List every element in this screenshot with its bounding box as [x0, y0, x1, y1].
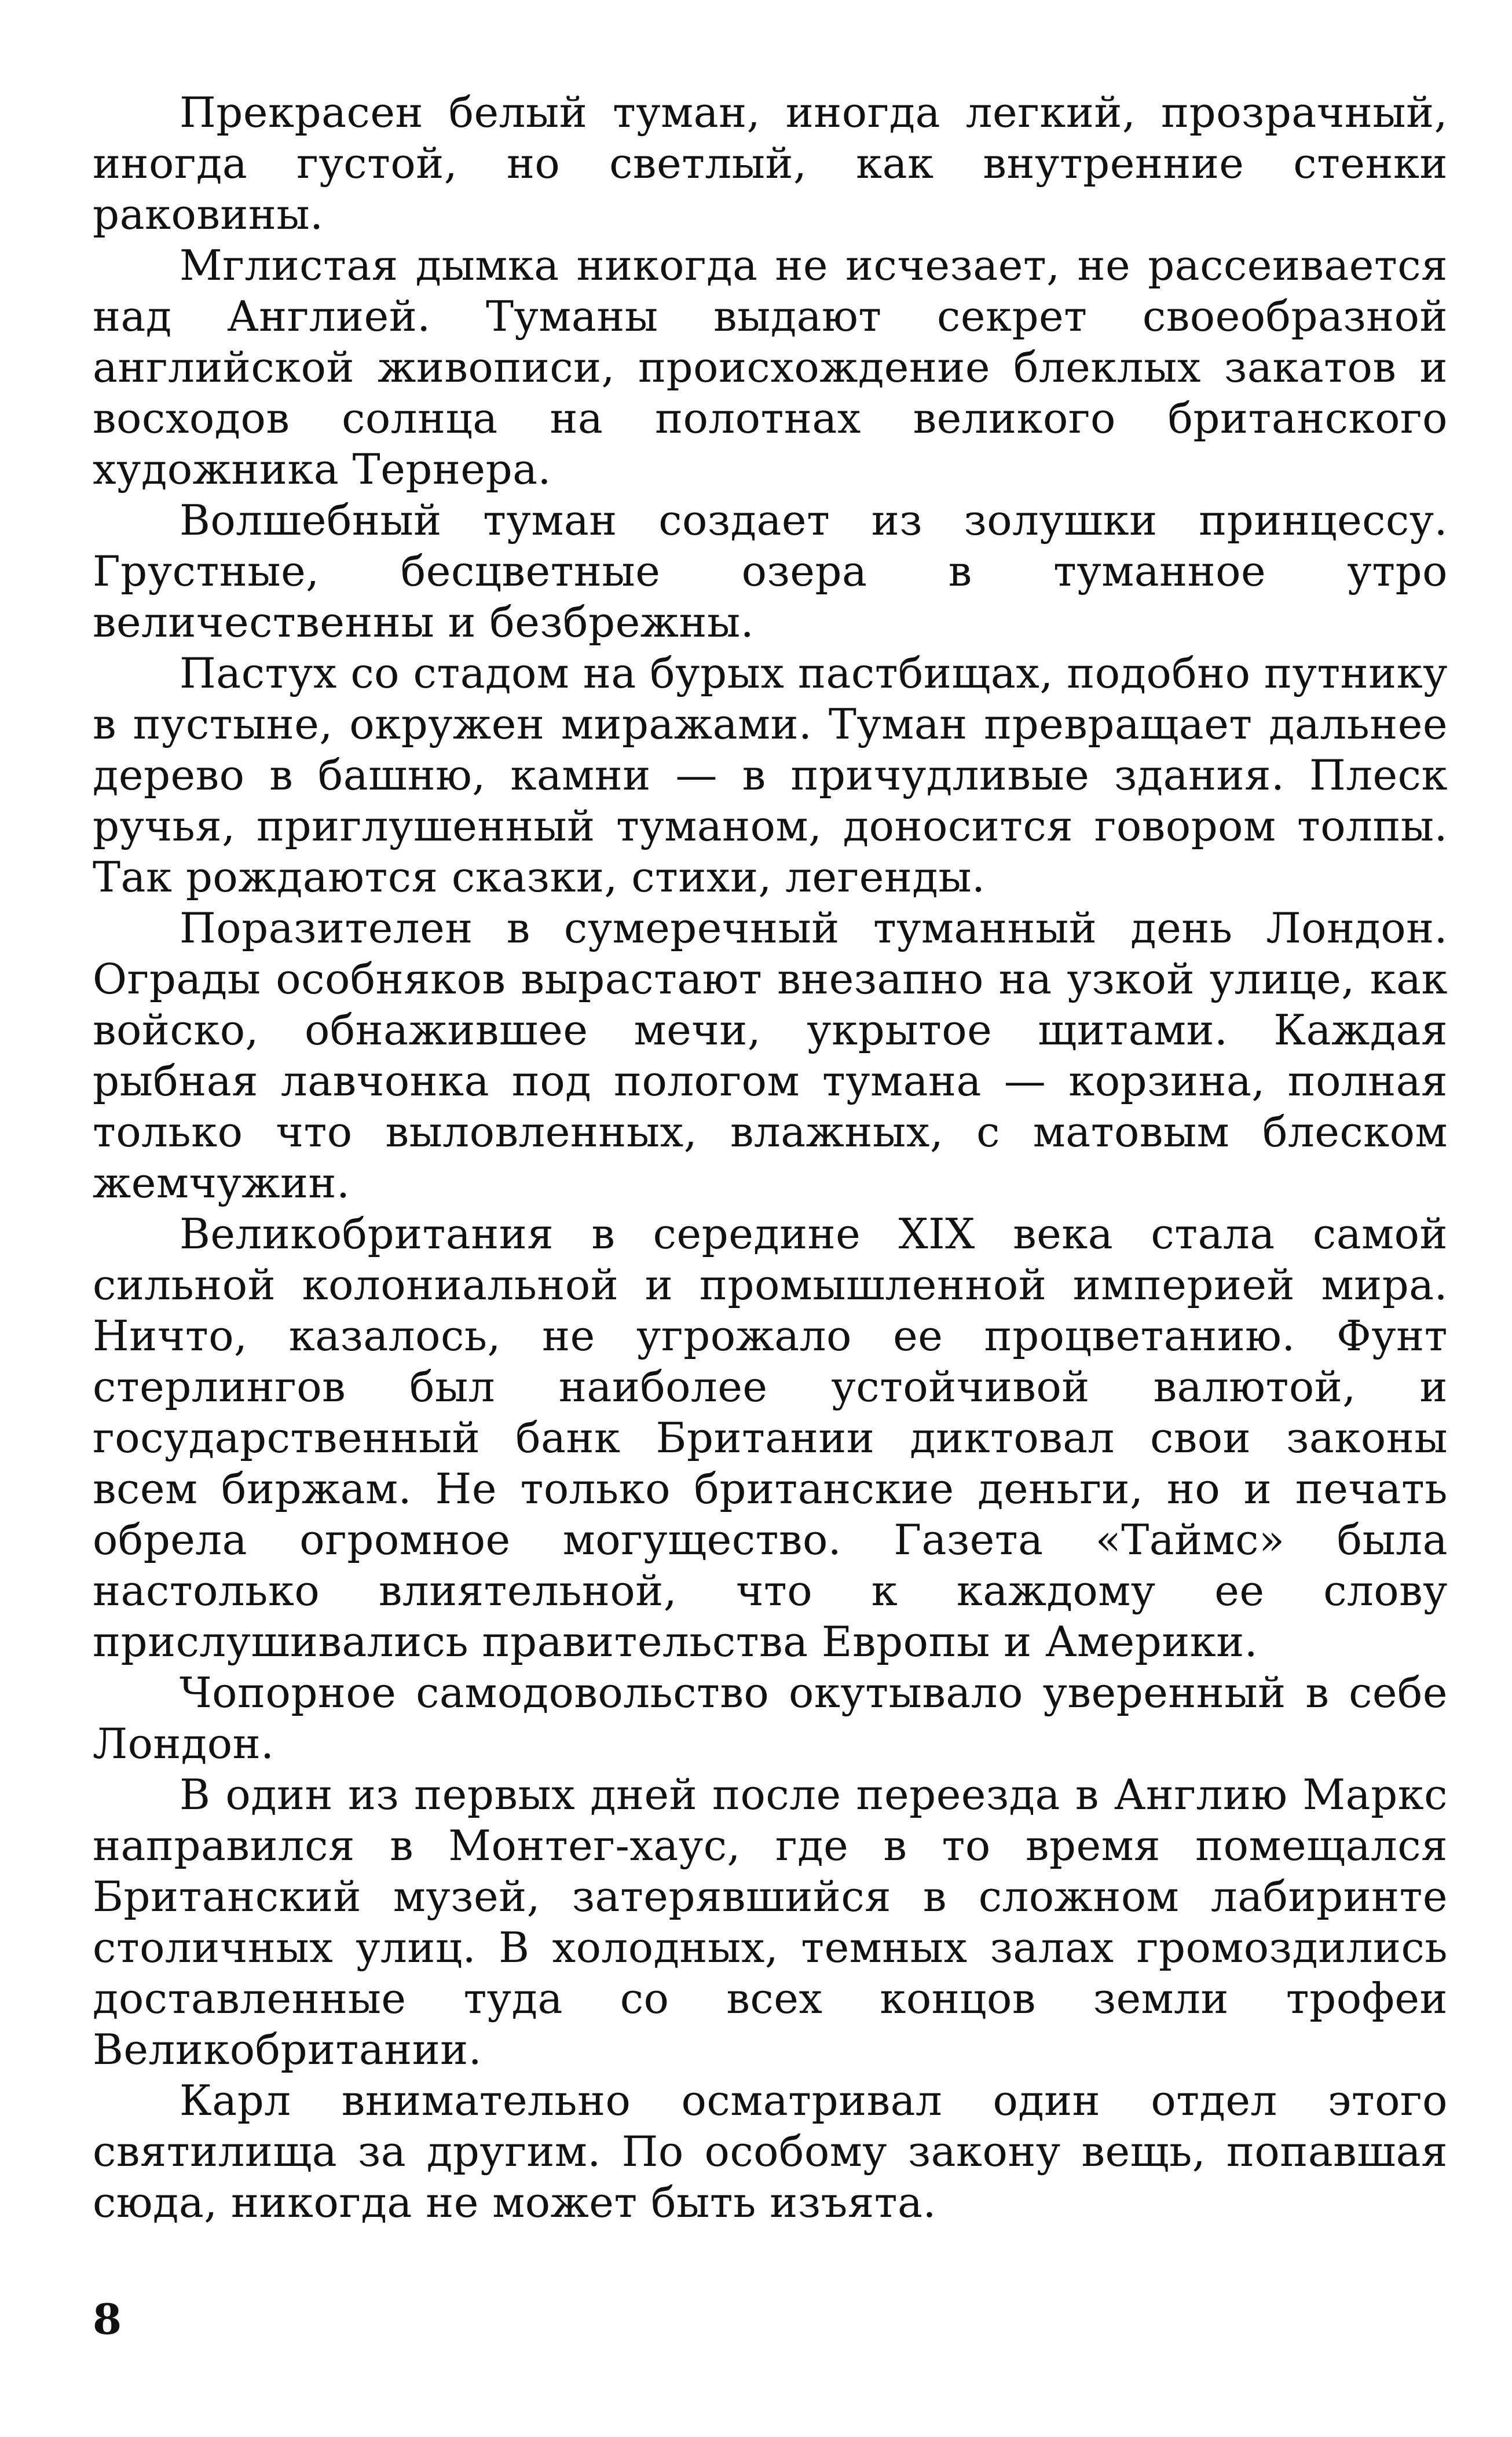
paragraph-british-museum: В один из первых дней после переезда в Англию Маркс направился в Монтег-хаус, где в то время помещался Британский музей, затерявшийся в сложном лабиринте столичных улиц. В холодных, темных залах громоздились доставленные туда со всех концов земли трофеи Великобритании.: [93, 1770, 1448, 2074]
paragraph-shepherd: Пастух со стадом на бурых пастбищах, подобно путнику в пустыне, окружен миражами. Туман превращает дальнее дерево в башню, камни — в причудливые здания. Плеск ручья, приглушенный туманом, доносится говором толпы. Так рождаются сказки, стихи, легенды.: [93, 649, 1448, 901]
book-page: [93, 87, 1448, 2392]
paragraph-magic-fog: Волшебный туман создает из золушки принцессу. Грустные, бесцветные озера в туманное утро величественны и безбрежны.: [93, 496, 1448, 646]
paragraph-karl-examines: Карл внимательно осматривал один отдел этого святилища за другим. По особому закону вещь, попавшая сюда, никогда не может быть изъята.: [93, 2076, 1448, 2227]
page-number: 8: [93, 2294, 122, 2344]
paragraph-complacency: Чопорное самодовольство окутывало уверенный в себе Лондон.: [93, 1668, 1448, 1768]
paragraph-great-britain: Великобритания в середине XIX века стала самой сильной колониальной и промышленной империей мира. Ничто, казалось, не угрожало ее процветанию. Фунт стерлингов был наиболее устойчивой валютой, и государственный банк Британии диктовал свои законы всем биржам. Не только британские деньги, но и печать обрела огромное могущество. Газета «Таймс» была настолько влиятельной, что к каждому ее слову прислушивались правительства Европы и Америки.: [93, 1210, 1448, 1666]
paragraph-london-twilight: Поразителен в сумеречный туманный день Лондон. Ограды особняков вырастают внезапно на узкой улице, как войско, обнажившее мечи, укрытое щитами. Каждая рыбная лавчонка под пологом тумана — корзина, полная только что выловленных, влажных, с матовым блеском жемчужин.: [93, 904, 1448, 1207]
paragraph-fog-white: Прекрасен белый туман, иногда легкий, прозрачный, иногда густой, но светлый, как внутренние стенки раковины.: [93, 88, 1448, 239]
paragraph-haze-england: Мглистая дымка никогда не исчезает, не рассеивается над Англией. Туманы выдают секрет своеобразной английской живописи, происхождение блеклых закатов и восходов солнца на полотнах великого британского художника Тернера.: [93, 241, 1448, 494]
